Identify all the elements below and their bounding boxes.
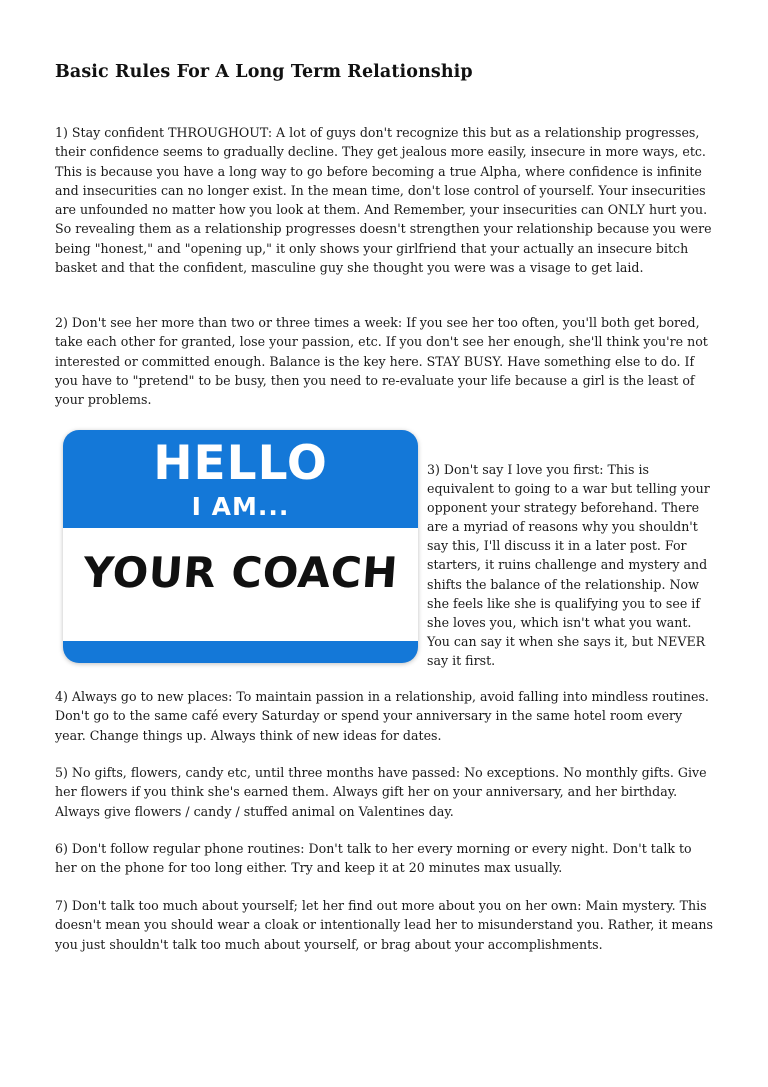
paragraph-rule-3: 3) Don't say I love you first: This is equivalent to going to a war but telling your opponent your strategy beforehand. There are a myriad of reasons why you shouldn't say this, I'll discuss it in a later post. For starters, it ruins challenge and mystery and shifts the balance of the relationship. Now she feels like she is qualifying you to see if she loves you, which isn't what you want. You can say it when she says it, but NEVER say it first. [427, 462, 710, 668]
paragraph-rule-4: 4) Always go to new places: To maintain passion in a relationship, avoid falling into mindless routines. Don't go to the same café every Saturday or spend your anniversary in the same hotel room every year. Change things up. Always think of new ideas for dates. [55, 689, 709, 743]
page-title: Basic Rules For A Long Term Relationship [55, 62, 473, 82]
name-tag-hello-text: HELLO [153, 436, 328, 491]
name-tag-i-am-text: I AM... [191, 492, 290, 521]
paragraph-rule-1: 1) Stay confident THROUGHOUT: A lot of guys don't recognize this but as a relationship progresses, their confidence seems to gradually decline. They get jealous more easily, insecure in more ways, etc. This is because you have a long way to go before becoming a true Alpha, where confidence is infinite and insecurities can no longer exist. In the mean time, don't lose control of yourself. Your insecurities are unfounded no matter how you look at them. And Remember, your insecurities can ONLY hurt you. So revealing them as a relationship progresses doesn't strengthen your relationship because you were being "honest," and "opening up," it only shows your girlfriend that your actually an insecure bitch basket and that the confident, masculine guy she thought you were was a visage to get laid. [55, 125, 712, 276]
figure-row [55, 430, 715, 670]
paragraph-rule-5: 5) No gifts, flowers, candy etc, until three months have passed: No exceptions. No monthly gifts. Give her flowers if you think she's earned them. Always gift her on your anniversary, and her birthday. Always give flowers / candy / stuffed animal on Valentines day. [55, 765, 707, 819]
paragraph-rule-2: 2) Don't see her more than two or three times a week: If you see her too often, you'll both get bored, take each other for granted, lose your passion, etc. If you don't see her enough, she'll think you're not interested or committed enough. Balance is the key here. STAY BUSY. Have something else to do. If you have to "pretend" to be busy, then you need to re-evaluate your life because a girl is the least of your problems. [55, 315, 708, 408]
paragraph-rule-6: 6) Don't follow regular phone routines: Don't talk to her every morning or every night. Don't talk to her on the phone for too long either. Try and keep it at 20 minutes max usually. [55, 841, 692, 876]
paragraph-rule-7: 7) Don't talk too much about yourself; let her find out more about you on her own: Main mystery. This doesn't mean you should wear a cloak or intentionally lead her to misunderstand you. Rather, it means you just shouldn't talk too much about yourself, or brag about your accomplishments. [55, 898, 713, 952]
name-tag-white-panel [63, 528, 418, 641]
name-tag-handwritten-text: YOUR COACH [81, 548, 400, 597]
hello-name-tag-image [63, 430, 418, 663]
